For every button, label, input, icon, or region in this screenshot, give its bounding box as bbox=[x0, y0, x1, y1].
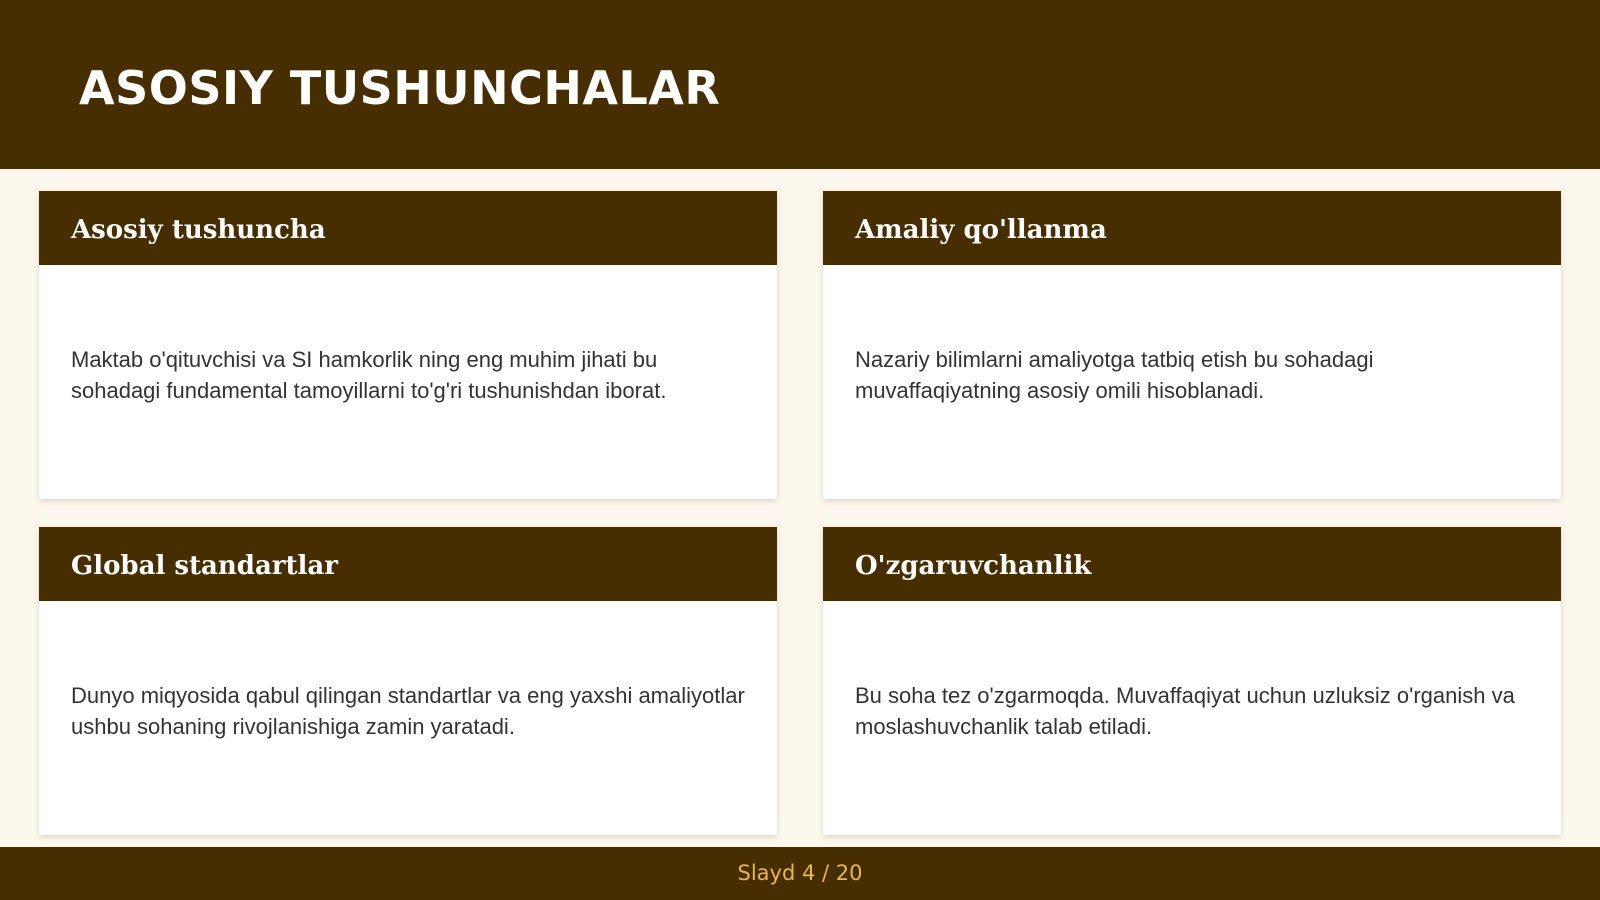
card-text: Nazariy bilimlarni amaliyotga tatbiq etish bu sohadagi muvaffaqiyatning asosiy omili hisoblanadi. bbox=[855, 347, 1374, 403]
slide-header bbox=[0, 0, 1600, 169]
slide-title: ASOSIY TUSHUNCHALAR bbox=[79, 61, 721, 115]
card-header bbox=[823, 191, 1561, 265]
card-text: Maktab o'qituvchisi va SI hamkorlik ning eng muhim jihati bu sohadagi fundamental tamoyillarni to'g'ri tushunishdan iborat. bbox=[71, 347, 667, 403]
card-global-standartlar bbox=[39, 527, 777, 835]
card-header bbox=[39, 527, 777, 601]
card-asosiy-tushuncha bbox=[39, 191, 777, 499]
card-header bbox=[823, 527, 1561, 601]
card-title: Amaliy qo'llanma bbox=[855, 215, 1107, 245]
card-amaliy-qollanma bbox=[823, 191, 1561, 499]
card-title: Asosiy tushuncha bbox=[71, 215, 326, 245]
card-text: Dunyo miqyosida qabul qilingan standartlar va eng yaxshi amaliyotlar ushbu sohaning rivojlanishiga zamin yaratadi. bbox=[71, 683, 745, 739]
card-title: O'zgaruvchanlik bbox=[855, 551, 1092, 581]
slide-footer bbox=[0, 847, 1600, 900]
slide-counter: Slayd 4 / 20 bbox=[737, 861, 863, 885]
card-ozgaruvchanlik bbox=[823, 527, 1561, 835]
card-text: Bu soha tez o'zgarmoqda. Muvaffaqiyat uchun uzluksiz o'rganish va moslashuvchanlik talab etiladi. bbox=[855, 683, 1515, 739]
card-title: Global standartlar bbox=[71, 551, 338, 581]
card-header bbox=[39, 191, 777, 265]
